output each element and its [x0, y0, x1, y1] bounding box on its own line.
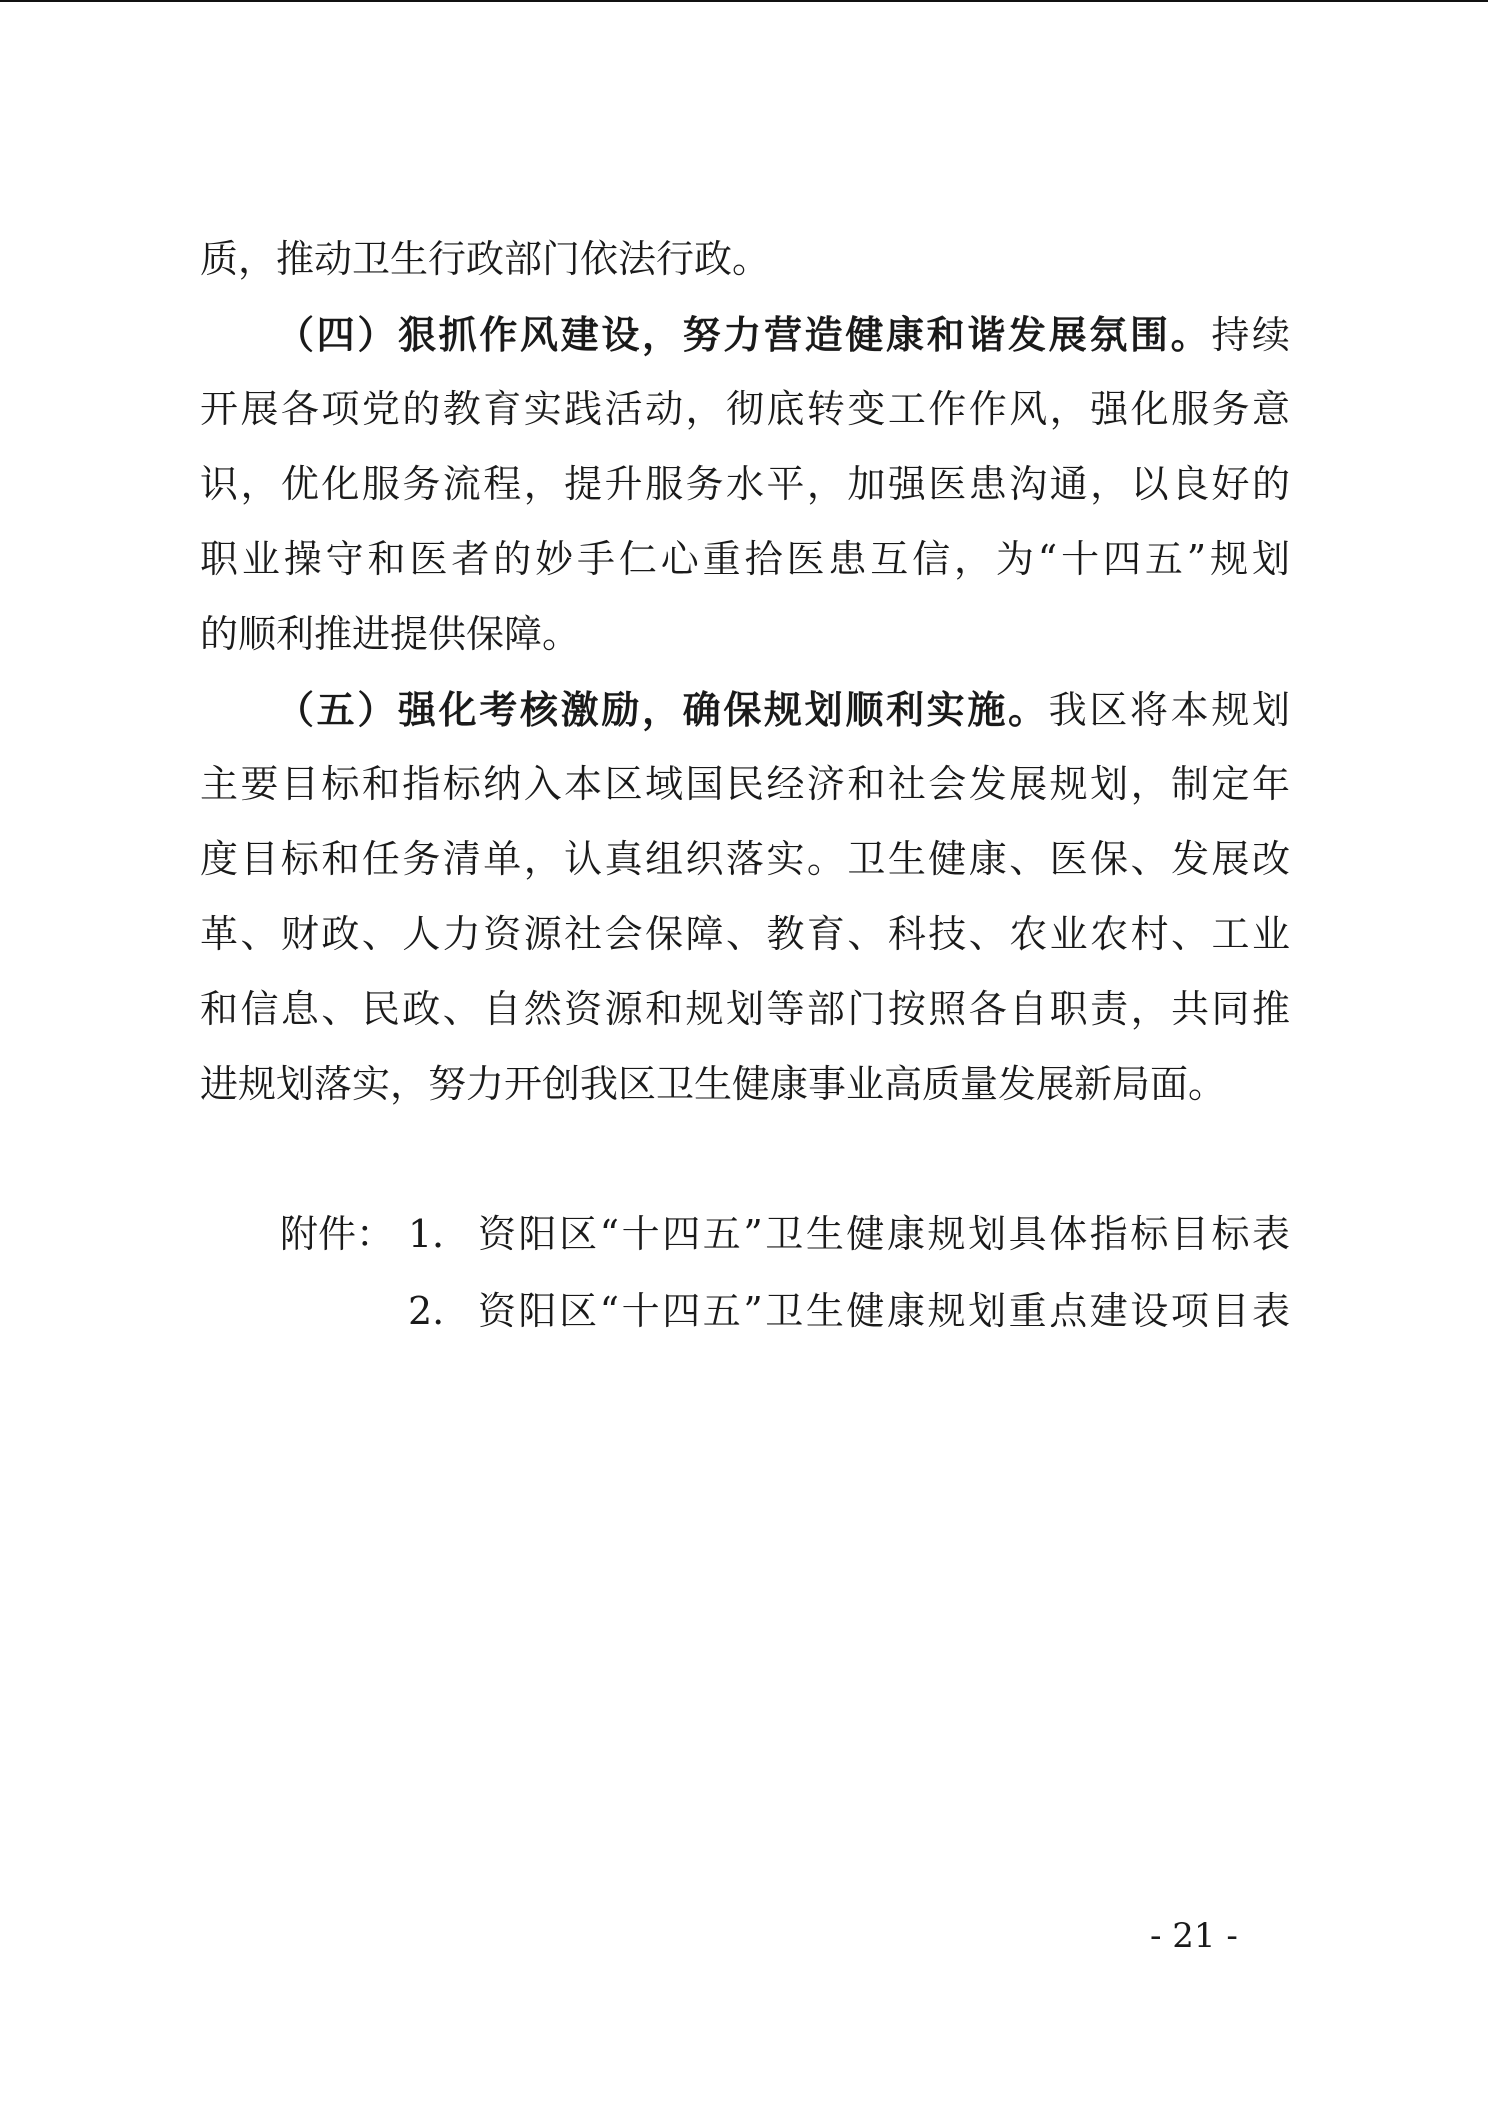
body-text: 职业操守和医者的妙手仁心重拾医患互信，为“十四五”规划	[200, 537, 1290, 581]
body-line	[200, 972, 1290, 1047]
attachment-item	[200, 1273, 1290, 1350]
body-line	[200, 522, 1290, 597]
attachment-title: 资阳区“十四五”卫生健康规划重点建设项目表	[478, 1289, 1290, 1333]
attachments-label: 附件：	[280, 1212, 395, 1256]
body-line	[200, 597, 1290, 672]
attachment-number: 2.	[408, 1289, 445, 1333]
body-text: 开展各项党的教育实践活动，彻底转变工作作风，强化服务意	[200, 387, 1290, 431]
body-text: 质，推动卫生行政部门依法行政。	[200, 237, 771, 281]
body-text: 进规划落实，努力开创我区卫生健康事业高质量发展新局面。	[200, 1062, 1227, 1106]
attachments-block	[200, 1196, 1290, 1350]
body-line	[200, 447, 1290, 522]
body-line	[200, 222, 1290, 297]
body-text: 我区将本规划	[1048, 688, 1290, 732]
body-text: 和信息、民政、自然资源和规划等部门按照各自职责，共同推	[200, 987, 1290, 1031]
body-line	[200, 747, 1290, 822]
body-line	[200, 672, 1290, 747]
attachment-number: 1．	[408, 1212, 471, 1256]
section-heading-4: （四）狠抓作风建设，努力营造健康和谐发展氛围。	[276, 312, 1212, 357]
body-text: 识，优化服务流程，提升服务水平，加强医患沟通，以良好的	[200, 462, 1290, 506]
body-text: 度目标和任务清单，认真组织落实。卫生健康、医保、发展改	[200, 837, 1290, 881]
body-line	[200, 372, 1290, 447]
top-border-rule	[0, 0, 1488, 2]
body-line	[200, 297, 1290, 372]
body-text: 革、财政、人力资源社会保障、教育、科技、农业农村、工业	[200, 912, 1290, 956]
body-text: 持续	[1211, 313, 1290, 357]
document-body	[200, 222, 1290, 1122]
page-number: - 21 -	[1150, 1916, 1238, 1956]
body-line	[200, 1047, 1290, 1122]
body-text: 的顺利推进提供保障。	[200, 612, 581, 656]
body-text: 主要目标和指标纳入本区域国民经济和社会发展规划，制定年	[200, 762, 1290, 806]
body-line	[200, 897, 1290, 972]
body-line	[200, 822, 1290, 897]
section-heading-5: （五）强化考核激励，确保规划顺利实施。	[276, 687, 1049, 732]
attachment-title: 资阳区“十四五”卫生健康规划具体指标目标表	[478, 1212, 1290, 1256]
attachment-item	[200, 1196, 1290, 1273]
